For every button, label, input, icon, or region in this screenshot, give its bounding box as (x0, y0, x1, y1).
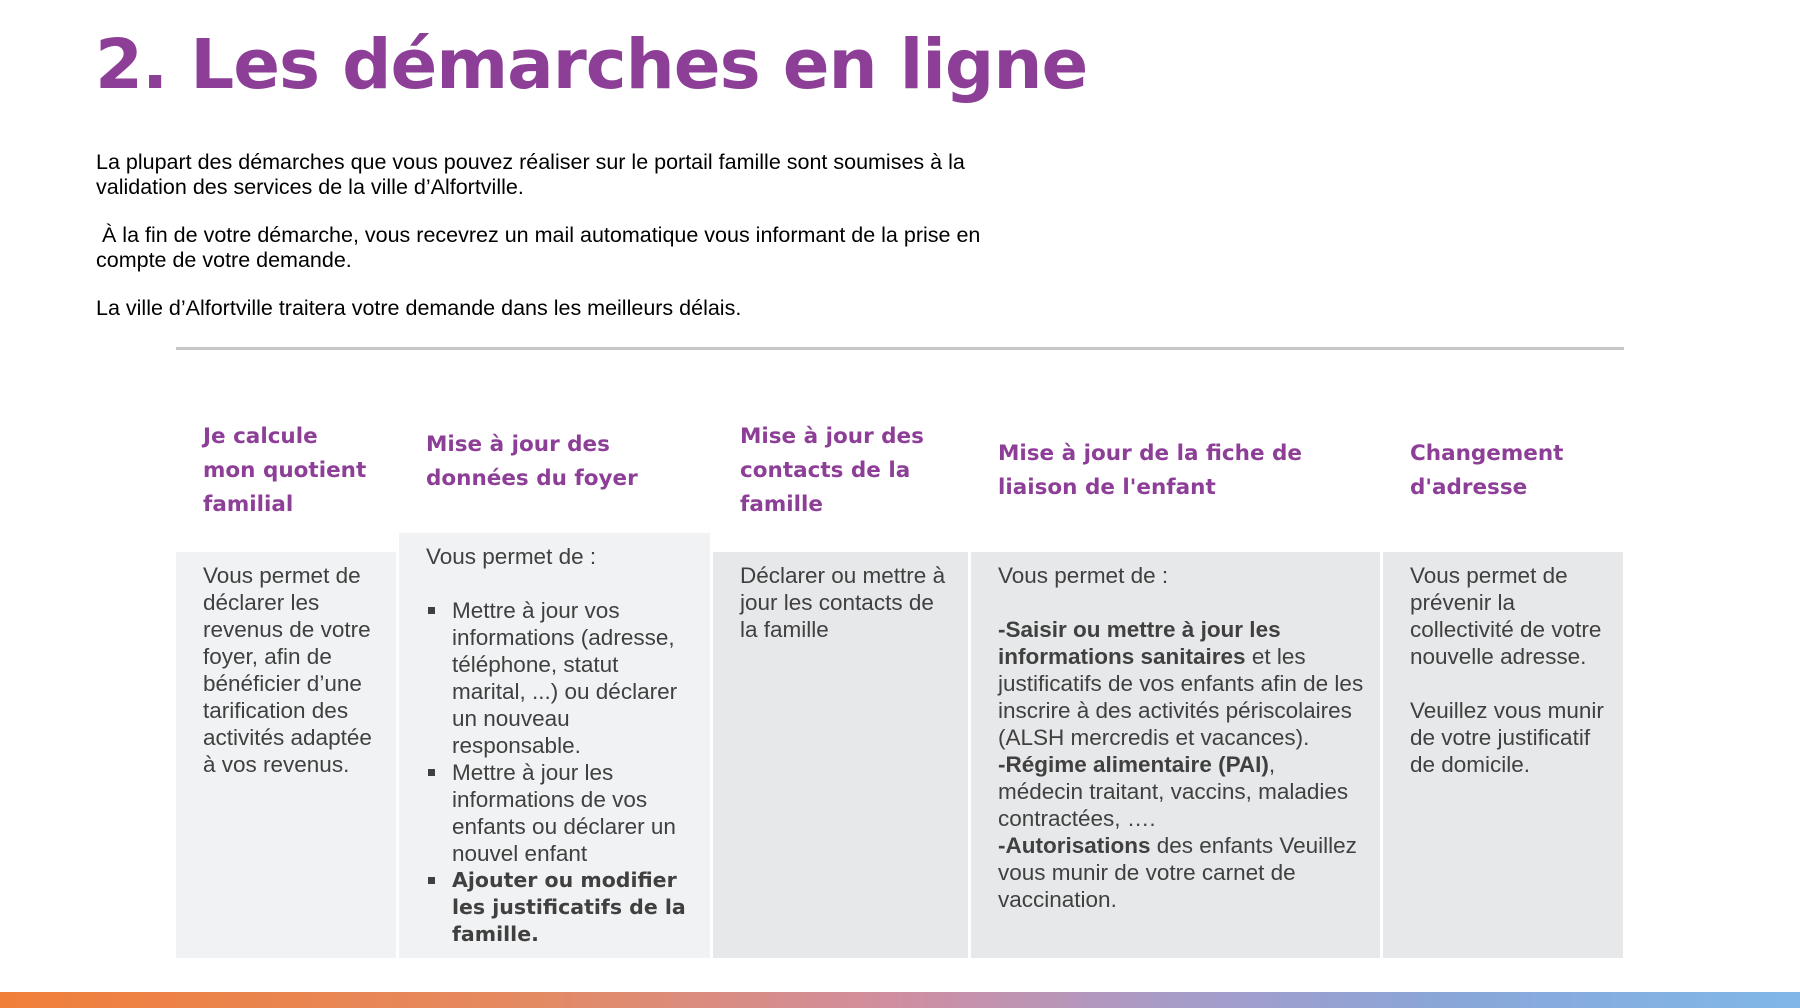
card-contacts-famille (713, 390, 968, 958)
section-heading: -Autorisations (998, 833, 1151, 858)
card-body (713, 552, 968, 958)
card-section (998, 616, 1366, 751)
card-section (998, 832, 1366, 913)
card-title: Mise à jour des contacts de la famille (713, 390, 968, 552)
divider (176, 347, 1624, 350)
card-donnees-foyer (399, 390, 710, 958)
bullet-list (426, 597, 696, 948)
card-section (998, 751, 1366, 832)
card-fiche-liaison (971, 390, 1380, 958)
intro-paragraph: La ville d’Alfortville traitera votre demande dans les meilleurs délais. (96, 296, 742, 320)
section-heading: -Saisir ou mettre à jour les informations sanitaires (998, 617, 1281, 669)
card-description: Vous permet de déclarer les revenus de votre foyer, afin de bénéficier d’une tarification des activités adaptée à vos revenus. (203, 563, 372, 777)
feature-table (176, 390, 1623, 958)
intro-paragraph: La plupart des démarches que vous pouvez réaliser sur le portail famille sont soumises à la validation des services de la ville d’Alfortville. (96, 150, 965, 199)
card-intro: Vous permet de : (998, 563, 1169, 588)
footer-gradient-bar (0, 992, 1800, 1008)
card-title: Mise à jour des données du foyer (399, 390, 710, 533)
card-quotient-familial (176, 390, 396, 958)
card-title: Mise à jour de la fiche de liaison de l'enfant (971, 390, 1380, 552)
card-body (1383, 552, 1623, 958)
section-heading: -Régime alimentaire (PAI) (998, 752, 1269, 777)
card-intro: Vous permet de : (426, 544, 597, 569)
intro-text (96, 150, 1056, 344)
card-title: Je calcule mon quotient familial (176, 390, 396, 552)
slide-title: 2. Les démarches en ligne (95, 25, 1088, 105)
card-body (971, 552, 1380, 958)
card-changement-adresse (1383, 390, 1623, 958)
intro-paragraph: À la fin de votre démarche, vous recevrez un mail automatique vous informant de la prise en compte de votre demande. (96, 223, 987, 272)
section-text: et les justificatifs de vos enfants afin de les inscrire à des activités périscolaires (ALSH mercredis et vacances). (998, 644, 1364, 750)
list-item: Ajouter ou modifier les justificatifs de la famille. (426, 867, 696, 948)
list-item: Mettre à jour les informations de vos enfants ou déclarer un nouvel enfant (426, 759, 696, 867)
card-title: Changement d'adresse (1383, 390, 1623, 552)
section-text: des enfants Veuillez vous munir de votre carnet de vaccination. (998, 833, 1357, 912)
card-body (399, 533, 710, 958)
card-description: Veuillez vous munir de votre justificatif de domicile. (1410, 698, 1604, 777)
card-description: Vous permet de prévenir la collectivité de votre nouvelle adresse. (1410, 563, 1602, 669)
section-text: , médecin traitant, vaccins, maladies contractées, …. (998, 752, 1349, 831)
card-description: Déclarer ou mettre à jour les contacts de la famille (740, 563, 946, 642)
list-item: Mettre à jour vos informations (adresse, téléphone, statut marital, ...) ou déclarer un nouveau responsable. (426, 597, 696, 759)
card-body (176, 552, 396, 958)
